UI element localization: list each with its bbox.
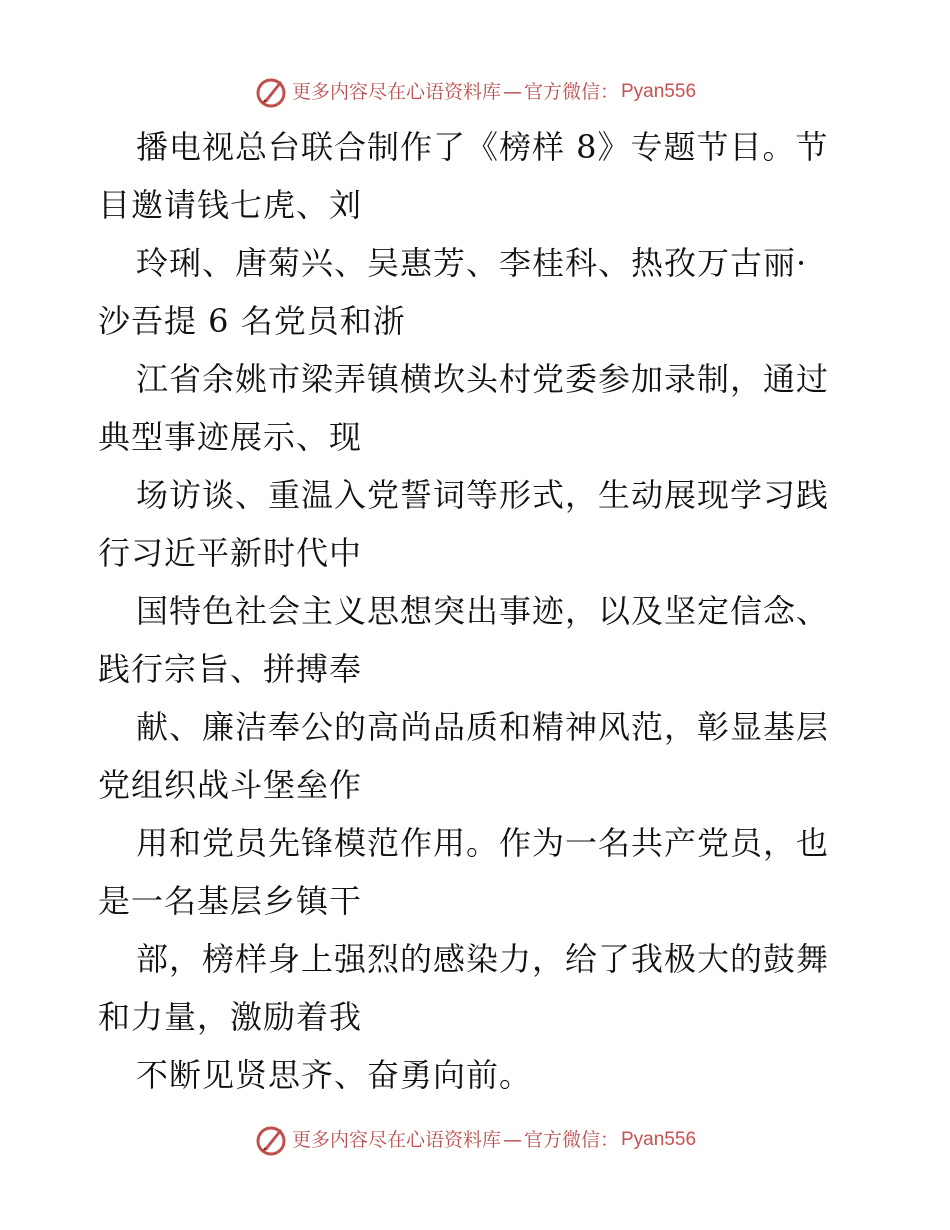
watermark-wechat-id: Pyan556 (621, 81, 697, 102)
document-body (98, 118, 858, 1104)
text-line: 是一名基层乡镇干 (98, 882, 363, 920)
text-line: 播电视总台联合制作了《榜样 8》专题节目。节 (136, 128, 829, 166)
watermark-dash: — (502, 1129, 522, 1151)
text-line: 用和党员先锋模范作用。作为一名共产党员，也 (136, 824, 830, 862)
text-line: 目邀请钱七虎、刘 (98, 186, 363, 224)
text-line: 场访谈、重温入党誓词等形式，生动展现学习践 (136, 476, 830, 514)
watermark-sub-text: 官方微信： (523, 81, 619, 103)
watermark-sub-text: 官方微信： (523, 1129, 619, 1151)
text-line: 典型事迹展示、现 (98, 418, 363, 456)
text-line: 和力量，激励着我 (98, 998, 363, 1036)
text-line: 玲琍、唐菊兴、吴惠芳、李桂科、热孜万古丽· (136, 244, 808, 282)
quill-logo-icon (254, 1123, 288, 1157)
text-line: 江省余姚市梁弄镇横坎头村党委参加录制，通过 (136, 360, 830, 398)
watermark-wechat-id: Pyan556 (621, 1129, 697, 1150)
text-line: 不断见贤思齐、奋勇向前。 (136, 1056, 533, 1094)
text-line: 部，榜样身上强烈的感染力，给了我极大的鼓舞 (136, 940, 830, 978)
header-watermark (0, 72, 950, 112)
footer-watermark (0, 1120, 950, 1160)
watermark-main-text: 更多内容尽在心语资料库 (291, 81, 501, 103)
text-line: 践行宗旨、拼搏奉 (98, 650, 363, 688)
text-line: 献、廉洁奉公的高尚品质和精神风范，彰显基层 (136, 708, 830, 746)
text-line: 沙吾提 6 名党员和浙 (98, 302, 406, 340)
quill-logo-icon (254, 75, 288, 109)
text-line: 国特色社会主义思想突出事迹，以及坚定信念、 (136, 592, 830, 630)
text-line: 党组织战斗堡垒作 (98, 766, 363, 804)
watermark-dash: — (502, 81, 522, 103)
text-line: 行习近平新时代中 (98, 534, 363, 572)
watermark-main-text: 更多内容尽在心语资料库 (291, 1129, 501, 1151)
